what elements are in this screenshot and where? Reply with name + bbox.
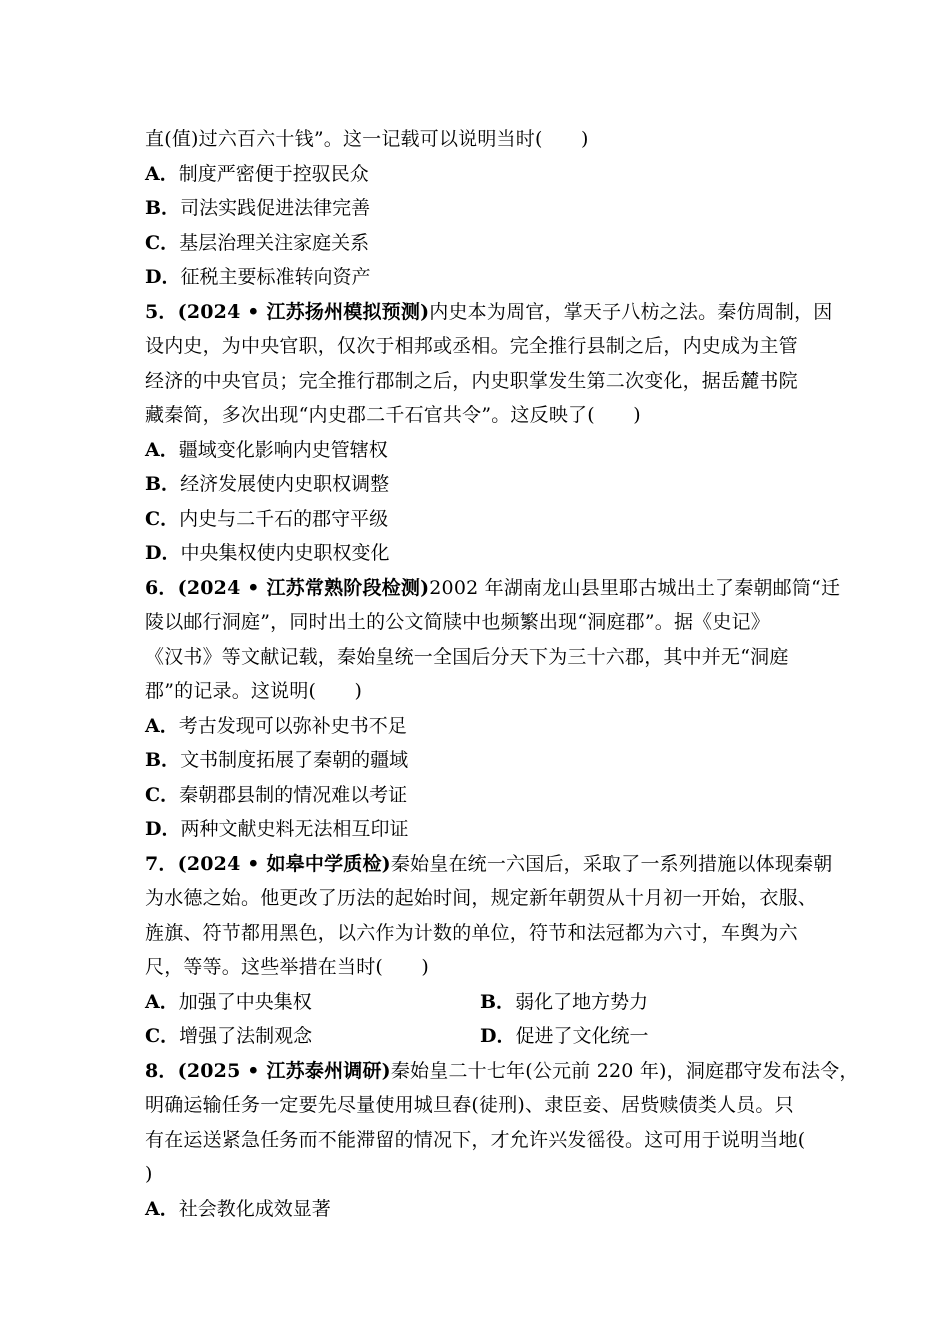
question-number: 5． <box>145 300 178 323</box>
option-a[interactable] <box>145 1192 825 1227</box>
option-text: 中央集权使内史职权变化 <box>180 542 390 564</box>
option-letter: C． <box>145 1025 180 1047</box>
option-text: 内史与二千石的郡守平级 <box>179 507 389 530</box>
option-text: 增强了法制观念 <box>179 1025 313 1047</box>
option-text: 经济发展使内史职权调整 <box>180 473 390 495</box>
option-a[interactable] <box>145 709 825 744</box>
stem-line: 尺，等等。这些举措在当时( ) <box>145 956 430 978</box>
option-letter: D． <box>145 266 181 288</box>
option-text: 疆域变化影响内史管辖权 <box>178 438 388 461</box>
question-stem <box>145 571 841 606</box>
option-letter: A． <box>145 438 179 461</box>
option-b[interactable] <box>145 743 825 778</box>
option-letter: C． <box>145 231 180 254</box>
options-row <box>145 985 825 1020</box>
option-b[interactable] <box>480 985 815 1020</box>
option-text: 加强了中央集权 <box>178 990 312 1013</box>
question-source: (2024 • 江苏扬州模拟预测) <box>177 300 430 323</box>
option-c[interactable] <box>145 778 825 813</box>
question-6 <box>145 571 841 847</box>
question-stem <box>145 1054 859 1089</box>
option-d[interactable] <box>145 260 825 295</box>
option-letter: B． <box>145 473 181 495</box>
option-a[interactable] <box>145 157 825 192</box>
question-number: 8． <box>145 1059 178 1082</box>
stem-line: 陵以邮行洞庭”，同时出土的公文简牍中也频繁出现“洞庭郡”。据《史记》 <box>145 611 770 633</box>
options-row <box>145 1019 825 1054</box>
option-text: 文书制度拓展了秦朝的疆域 <box>180 749 409 771</box>
option-letter: B． <box>145 749 181 771</box>
option-text: 两种文献史料无法相互印证 <box>180 818 409 840</box>
question-stem <box>145 847 833 882</box>
question-8 <box>145 1054 859 1227</box>
question-source: (2024 • 如皋中学质检) <box>177 852 391 875</box>
question-stem <box>145 295 833 330</box>
stem-line: 为水德之始。他更改了历法的起始时间，规定新年朝贺从十月初一开始，衣服、 <box>145 887 818 909</box>
stem-line: 设内史，为中央官职，仅次于相邦或丞相。完全推行县制之后，内史成为主管 <box>145 335 798 357</box>
question-7 <box>145 847 833 1054</box>
question-source: (2024 • 江苏常熟阶段检测) <box>177 576 430 599</box>
option-d[interactable] <box>145 812 825 847</box>
option-letter: A． <box>145 1197 179 1220</box>
option-letter: C． <box>145 783 180 806</box>
stem-line: 郡”的记录。这说明( ) <box>145 680 363 702</box>
stem-text: 内史本为周官，掌天子八枋之法。秦仿周制，因 <box>429 300 833 323</box>
question-number: 6． <box>145 576 178 599</box>
option-letter: C． <box>145 507 180 530</box>
option-c[interactable] <box>145 502 825 537</box>
option-c[interactable] <box>145 226 825 261</box>
option-text: 促进了文化统一 <box>515 1025 649 1047</box>
option-text: 秦朝郡县制的情况难以考证 <box>179 783 408 806</box>
option-a[interactable] <box>145 433 825 468</box>
option-letter: A． <box>145 714 179 737</box>
option-letter: D． <box>145 818 181 840</box>
option-text: 制度严密便于控驭民众 <box>178 162 369 185</box>
option-text: 司法实践促进法律完善 <box>180 197 371 219</box>
option-text: 社会教化成效显著 <box>178 1197 331 1220</box>
stem-line: 旌旗、符节都用黑色，以六作为计数的单位，符节和法冠都为六寸，车舆为六 <box>145 921 798 944</box>
option-c[interactable] <box>145 1019 480 1054</box>
question-number: 7． <box>145 852 178 875</box>
stem-text: 2002 年湖南龙山县里耶古城出土了秦朝邮筒“迁 <box>429 576 841 599</box>
option-b[interactable] <box>145 467 825 502</box>
option-d[interactable] <box>145 536 825 571</box>
option-text: 基层治理关注家庭关系 <box>179 231 370 254</box>
stem-line: 有在运送紧急任务而不能滞留的情况下，才允许兴发徭役。这可用于说明当地( <box>145 1128 806 1151</box>
option-text: 弱化了地方势力 <box>515 990 649 1013</box>
option-letter: A． <box>145 990 179 1013</box>
stem-line: 经济的中央官员；完全推行郡制之后，内史职掌发生第二次变化，据岳麓书院 <box>145 369 798 392</box>
option-letter: A． <box>145 162 179 185</box>
stem-line: ) <box>145 1163 153 1185</box>
stem-line: 明确运输任务一定要先尽量使用城旦舂(徒刑)、隶臣妾、居赀赎债类人员。只 <box>145 1094 794 1116</box>
stem-line: 藏秦简，多次出现“内史郡二千石官共令”。这反映了( ) <box>145 404 641 426</box>
option-b[interactable] <box>145 191 825 226</box>
option-letter: D． <box>145 542 181 564</box>
stem-text: 秦始皇在统一六国后，采取了一系列措施以体现秦朝 <box>390 852 833 875</box>
question-4-tail <box>145 122 825 295</box>
stem-text: 秦始皇二十七年(公元前 220 年)，洞庭郡守发布法令， <box>390 1059 859 1082</box>
stem-line: 《汉书》等文献记载，秦始皇统一全国后分天下为三十六郡，其中并无“洞庭 <box>145 645 789 668</box>
option-text: 征税主要标准转向资产 <box>180 266 371 288</box>
question-stem: 直(值)过六百六十钱”。这一记载可以说明当时( ) <box>145 128 589 150</box>
option-d[interactable] <box>480 1019 815 1054</box>
option-a[interactable] <box>145 985 480 1020</box>
question-source: (2025 • 江苏泰州调研) <box>177 1059 391 1082</box>
option-letter: D． <box>480 1025 516 1047</box>
option-letter: B． <box>145 197 181 219</box>
option-text: 考古发现可以弥补史书不足 <box>178 714 407 737</box>
exam-page <box>145 122 859 1226</box>
option-letter: B． <box>480 990 516 1013</box>
question-5 <box>145 295 833 571</box>
